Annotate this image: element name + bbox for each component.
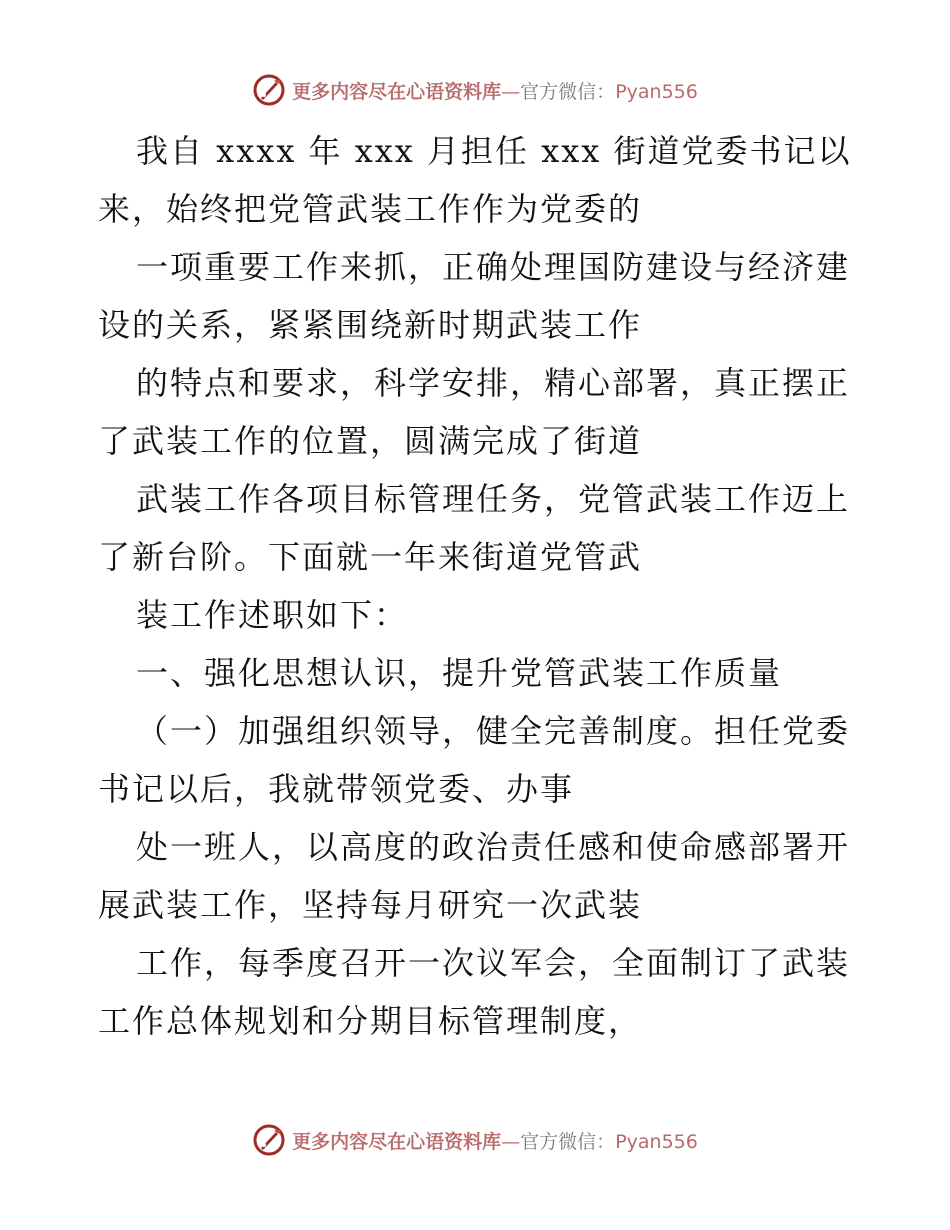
document-line: 处一班人，以高度的政治责任感和使命感部署开: [136, 828, 851, 866]
document-line: 展武装工作，坚持每月研究一次武装: [98, 886, 643, 924]
document-line: 一、强化思想认识，提升党管武装工作质量: [136, 654, 783, 692]
document-line: 装工作述职如下：: [136, 596, 409, 634]
header-wechat-id: Pyan556: [615, 80, 698, 103]
quill-logo-icon: [252, 1123, 286, 1157]
header-site-text: 更多内容尽在心语资料库: [292, 80, 502, 103]
quill-logo-icon: [252, 73, 286, 107]
document-line: 我自 xxxx 年 xxx 月担任 xxx 街道党委书记以: [136, 132, 852, 170]
document-line: 了武装工作的位置，圆满完成了街道: [98, 422, 643, 460]
document-line: （一）加强组织领导，健全完善制度。担任党委: [136, 712, 851, 750]
document-line: 书记以后，我就带领党委、办事: [98, 770, 575, 808]
document-line: 一项重要工作来抓，正确处理国防建设与经济建: [136, 248, 851, 286]
document-line: 的特点和要求，科学安排，精心部署，真正摆正: [136, 364, 851, 402]
document-body: [98, 122, 858, 1050]
footer-wechat-label: 官方微信：: [520, 1130, 616, 1153]
document-line: 了新台阶。下面就一年来街道党管武: [98, 538, 643, 576]
document-line: 工作，每季度召开一次议军会，全面制订了武装: [136, 944, 851, 982]
header-banner-text: [292, 77, 698, 104]
header-wechat-label: 官方微信：: [520, 80, 616, 103]
header-dash: —: [501, 80, 521, 103]
document-line: 武装工作各项目标管理任务，党管武装工作迈上: [136, 480, 851, 518]
footer-banner: [0, 1120, 950, 1160]
document-line: 设的关系，紧紧围绕新时期武装工作: [98, 306, 643, 344]
footer-site-text: 更多内容尽在心语资料库: [292, 1130, 502, 1153]
header-banner: [0, 70, 950, 110]
footer-banner-text: [292, 1127, 698, 1154]
document-line: 工作总体规划和分期目标管理制度，: [98, 1002, 643, 1040]
document-line: 来，始终把党管武装工作作为党委的: [98, 190, 643, 228]
footer-dash: —: [501, 1130, 521, 1153]
footer-wechat-id: Pyan556: [615, 1130, 698, 1153]
